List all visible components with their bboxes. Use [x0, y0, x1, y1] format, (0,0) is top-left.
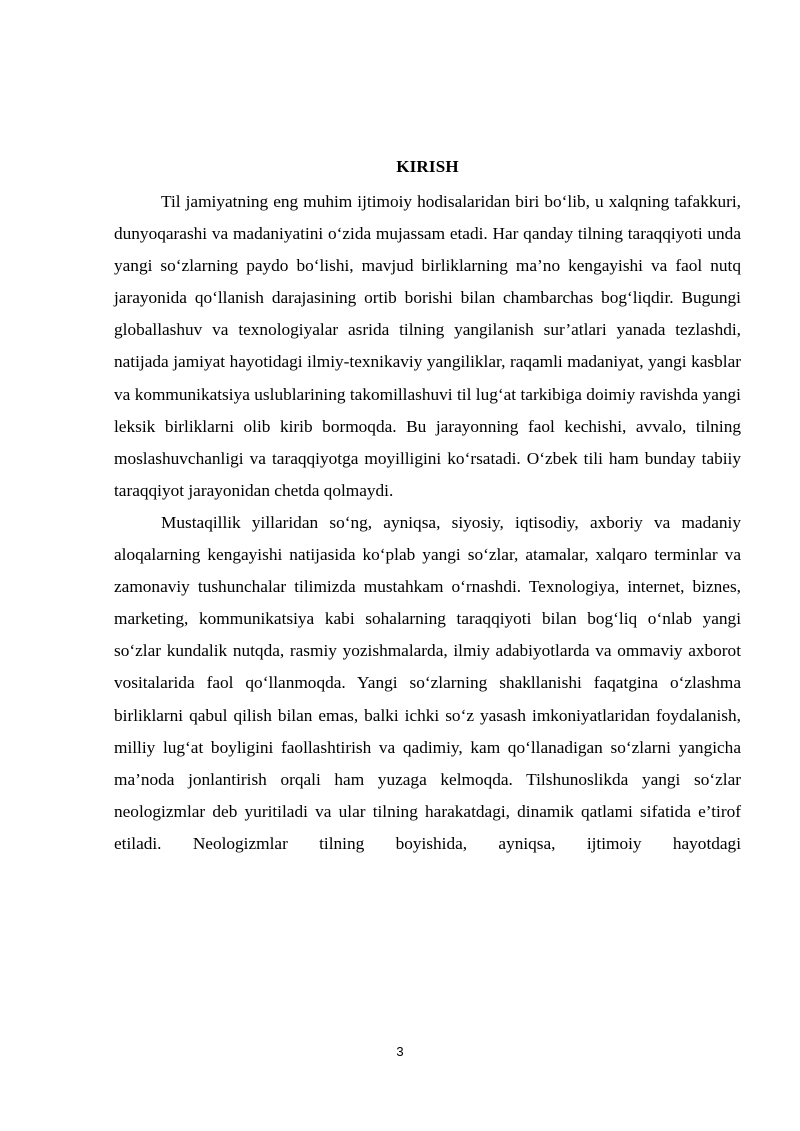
paragraph: Mustaqillik yillaridan so‘ng, ayniqsa, siyosiy, iqtisodiy, axboriy va madaniy aloqalarning kengayishi natijasida ko‘plab yangi so‘zlar, atamalar, xalqaro terminlar va zamonaviy tushunchalar tilimizda mustahkam o‘rnashdi. Texnologiya, internet, biznes, marketing, kommunikatsiya kabi sohalarning taraqqiyoti bilan bog‘liq o‘nlab yangi so‘zlar kundalik nutqda, rasmiy yozishmalarda, ilmiy adabiyotlarda va ommaviy axborot vositalarida faol qo‘llanmoqda. Yangi so‘zlarning shakllanishi faqatgina o‘zlashma birliklarni qabul qilish bilan emas, balki ichki so‘z yasash imkoniyatlaridan foydalanish, milliy lug‘at boyligini faollashtirish va qadimiy, kam qo‘llanadigan so‘zlarni yangicha ma’noda jonlantirish orqali ham yuzaga kelmoqda. Tilshunoslikda yangi so‘zlar neologizmlar deb yuritiladi va ular tilning harakatdagi, dinamik qatlami sifatida e’tirof etiladi. Neologizmlar tilning boyishida, ayniqsa, ijtimoiy hayotdagi [114, 512, 741, 853]
paragraph: Til jamiyatning eng muhim ijtimoiy hodisalaridan biri bo‘lib, u xalqning tafakkuri, dunyoqarashi va madaniyatini o‘zida mujassam etadi. Har qanday tilning taraqqiyoti unda yangi so‘zlarning paydo bo‘lishi, mavjud birliklarning ma’no kengayishi va faol nutq jarayonida qo‘llanish darajasining ortib borishi bilan chambarchas bog‘liqdir. Bugungi globallashuv va texnologiyalar asrida tilning yangilanish sur’atlari yanada tezlashdi, natijada jamiyat hayotidagi ilmiy-texnikaviy yangiliklar, raqamli madaniyat, yangi kasblar va kommunikatsiya uslublarining takomillashuvi til lug‘at tarkibiga doimiy ravishda yangi leksik birliklarni olib kirib bormoqda. Bu jarayonning faol kechishi, avvalo, tilning moslashuvchanligi va taraqqiyotga moyilligini ko‘rsatadi. O‘zbek tili ham bunday tabiiy taraqqiyot jarayonidan chetda qolmaydi. [114, 192, 741, 500]
page-content [114, 154, 741, 860]
page-number: 3 [396, 1044, 404, 1059]
section-title: KIRISH [396, 157, 459, 176]
